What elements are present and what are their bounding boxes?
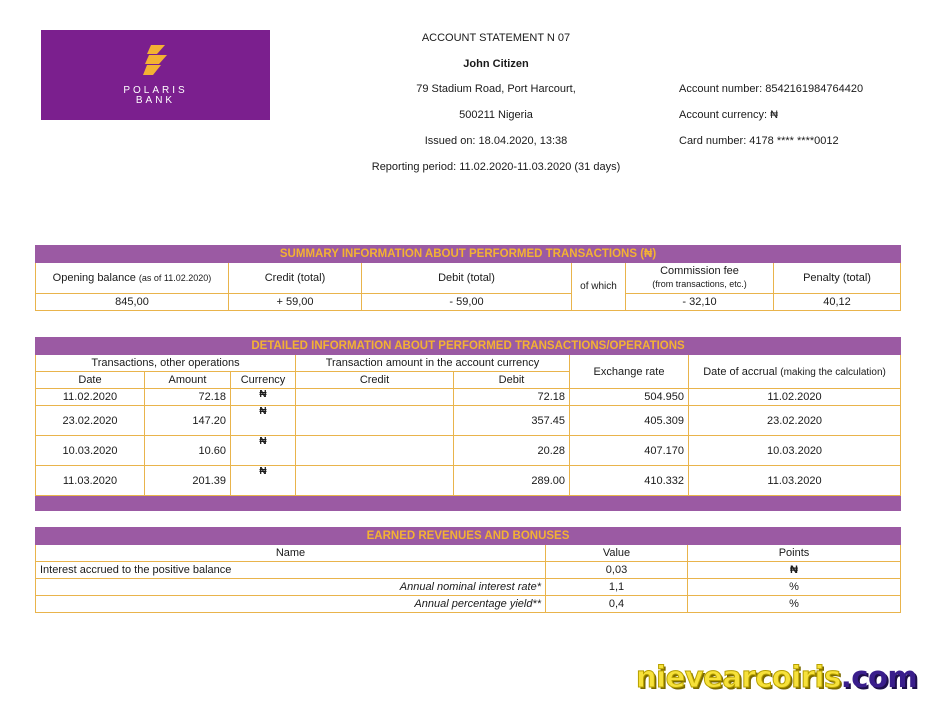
issued-on: Issued on: 18.04.2020, 13:38 [424, 135, 568, 147]
row-debit: 20.28 [454, 436, 570, 466]
detail-footer-band [36, 496, 901, 511]
detail-table [35, 337, 901, 511]
credit-total-value: + 59,00 [229, 294, 362, 311]
commission-label: Commission fee [660, 265, 739, 277]
opening-note: (as of 11.02.2020) [138, 273, 212, 283]
row-date: 23.02.2020 [36, 406, 145, 436]
accrual-label: Date of accrual [703, 365, 778, 378]
row-debit: 357.45 [454, 406, 570, 436]
row-accrual: 11.02.2020 [689, 389, 901, 406]
table-row [36, 436, 901, 466]
commission-header [626, 263, 774, 294]
table-row [36, 466, 901, 496]
col-debit: Debit [454, 372, 570, 389]
table-row [36, 389, 901, 406]
address-line1: 79 Stadium Road, Port Harcourt, [416, 83, 576, 95]
earned-points: % [688, 579, 901, 596]
row-accrual: 11.03.2020 [689, 466, 901, 496]
watermark-part1: nievearcoiris [636, 660, 841, 694]
reporting-period: Reporting period: 11.02.2020-11.03.2020 (31 days) [371, 161, 621, 173]
row-rate: 405.309 [570, 406, 689, 436]
polaris-bolt-icon [143, 45, 169, 80]
row-currency: ₦ [231, 436, 296, 466]
of-which-label: of which [572, 263, 626, 311]
row-accrual: 10.03.2020 [689, 436, 901, 466]
row-currency: ₦ [231, 406, 296, 436]
address-line2: 500211 Nigeria [459, 109, 533, 121]
row-amount: 147.20 [145, 406, 231, 436]
debit-total-header: Debit (total) [362, 263, 572, 294]
account-number: Account number: 8542161984764420 [679, 83, 864, 95]
logo-text-line2: BANK [135, 94, 176, 106]
opening-balance-value: 845,00 [36, 294, 229, 311]
row-rate: 407.170 [570, 436, 689, 466]
credit-total-header: Credit (total) [229, 263, 362, 294]
row-amount: 10.60 [145, 436, 231, 466]
earned-value: 0,03 [546, 562, 688, 579]
penalty-header: Penalty (total) [774, 263, 901, 294]
account-currency: Account currency: ₦ [679, 109, 779, 121]
watermark [636, 660, 917, 694]
col-date: Date [36, 372, 145, 389]
detail-band: DETAILED INFORMATION ABOUT PERFORMED TRANSACTIONS/OPERATIONS [36, 338, 901, 355]
earned-name: Interest accrued to the positive balance [36, 562, 546, 579]
commission-value: - 32,10 [626, 294, 774, 311]
card-number: Card number: 4178 **** ****0012 [679, 135, 839, 147]
row-credit [296, 389, 454, 406]
row-currency: ₦ [231, 389, 296, 406]
row-debit: 289.00 [454, 466, 570, 496]
col-credit: Credit [296, 372, 454, 389]
row-accrual: 23.02.2020 [689, 406, 901, 436]
row-date: 11.02.2020 [36, 389, 145, 406]
customer-name: John Citizen [463, 58, 529, 70]
earned-points: ₦ [688, 562, 901, 579]
group-transactions: Transactions, other operations [36, 355, 296, 372]
earned-band: EARNED REVENUES AND BONUSES [36, 528, 901, 545]
table-row [36, 562, 901, 579]
row-date: 11.03.2020 [36, 466, 145, 496]
col-name: Name [36, 545, 546, 562]
group-amount: Transaction amount in the account currency [296, 355, 570, 372]
earned-points: % [688, 596, 901, 613]
summary-table [35, 245, 901, 311]
earned-name: Annual nominal interest rate* [36, 579, 546, 596]
table-row [36, 406, 901, 436]
row-credit [296, 466, 454, 496]
row-rate: 410.332 [570, 466, 689, 496]
row-debit: 72.18 [454, 389, 570, 406]
exchange-rate-header: Exchange rate [570, 355, 689, 389]
col-value: Value [546, 545, 688, 562]
col-amount: Amount [145, 372, 231, 389]
bank-logo [41, 30, 270, 120]
penalty-value: 40,12 [774, 294, 901, 311]
summary-band: SUMMARY INFORMATION ABOUT PERFORMED TRANSACTIONS (₦) [36, 246, 901, 263]
row-currency: ₦ [231, 466, 296, 496]
accrual-note: (making the calculation) [780, 366, 886, 378]
earned-table [35, 527, 901, 613]
row-credit [296, 436, 454, 466]
col-currency: Currency [231, 372, 296, 389]
row-date: 10.03.2020 [36, 436, 145, 466]
col-points: Points [688, 545, 901, 562]
opening-balance-header [36, 263, 229, 294]
earned-value: 1,1 [546, 579, 688, 596]
logo-text-line1: POLARIS [123, 84, 188, 96]
accrual-header [689, 355, 901, 389]
watermark-part2: .com [840, 660, 918, 694]
row-rate: 504.950 [570, 389, 689, 406]
commission-note: (from transactions, etc.) [652, 279, 747, 289]
earned-value: 0,4 [546, 596, 688, 613]
debit-total-value: - 59,00 [362, 294, 572, 311]
earned-name: Annual percentage yield** [36, 596, 546, 613]
row-amount: 72.18 [145, 389, 231, 406]
table-row [36, 579, 901, 596]
table-row [36, 596, 901, 613]
row-credit [296, 406, 454, 436]
statement-title: ACCOUNT STATEMENT N 07 [421, 32, 571, 44]
row-amount: 201.39 [145, 466, 231, 496]
opening-label: Opening balance [52, 272, 136, 284]
